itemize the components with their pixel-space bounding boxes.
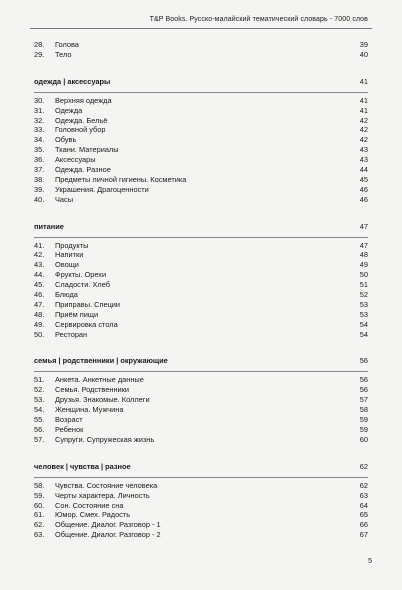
entry-number: 31. xyxy=(34,105,45,115)
toc-entry xyxy=(34,330,368,340)
entry-title: Одежда. Разное xyxy=(55,165,111,175)
entry-page: 59 xyxy=(359,424,368,434)
toc-entry xyxy=(34,320,368,330)
entry-title: Юмор. Смех. Радость xyxy=(55,510,131,520)
entry-number: 53. xyxy=(34,395,45,405)
entry-number: 44. xyxy=(34,270,45,280)
toc-entry xyxy=(34,185,368,195)
entry-number: 49. xyxy=(34,319,45,329)
toc-entry xyxy=(34,145,368,155)
entry-number: 28. xyxy=(34,40,45,49)
toc-section xyxy=(34,77,368,205)
entry-number: 55. xyxy=(34,415,45,425)
entry-page: 66 xyxy=(359,520,368,530)
entry-number: 30. xyxy=(34,95,45,105)
entry-title: Ткани. Материалы xyxy=(55,145,119,155)
toc-top-entries xyxy=(34,40,368,60)
section-divider xyxy=(34,371,368,372)
entry-page: 42 xyxy=(359,115,368,125)
section-divider xyxy=(34,237,368,238)
entry-page: 45 xyxy=(359,174,368,184)
entry-page: 46 xyxy=(359,184,368,194)
entry-number: 54. xyxy=(34,405,45,415)
entry-number: 57. xyxy=(34,434,45,444)
entry-number: 60. xyxy=(34,500,45,510)
entry-title: Семья. Родственники xyxy=(55,385,130,395)
entry-title: Головной убор xyxy=(55,125,106,135)
section-divider xyxy=(34,92,368,93)
entry-number: 40. xyxy=(34,194,45,204)
section-divider xyxy=(34,477,368,478)
toc-entry xyxy=(34,290,368,300)
toc-section xyxy=(34,222,368,340)
section-title: одежда | аксессуары xyxy=(34,76,111,86)
entry-number: 58. xyxy=(34,480,45,490)
toc-entry xyxy=(34,491,368,501)
toc-entry xyxy=(34,435,368,445)
toc-entry xyxy=(34,155,368,165)
entry-number: 52. xyxy=(34,385,45,395)
entry-page: 62 xyxy=(359,480,368,490)
entry-page: 41 xyxy=(359,95,368,105)
entry-number: 50. xyxy=(34,329,45,339)
entry-title: Одежда xyxy=(55,105,83,115)
entry-page: 52 xyxy=(359,290,368,300)
toc-entry xyxy=(34,520,368,530)
entry-page: 63 xyxy=(359,490,368,500)
toc-entry xyxy=(34,300,368,310)
entry-title: Общение. Диалог. Разговор - 1 xyxy=(55,520,161,530)
section-page: 62 xyxy=(359,461,368,471)
toc-entry xyxy=(34,415,368,425)
entry-number: 56. xyxy=(34,424,45,434)
entry-title: Сладости. Хлеб xyxy=(55,280,111,290)
entry-number: 46. xyxy=(34,290,45,300)
toc-entry xyxy=(34,96,368,106)
entry-page: 42 xyxy=(359,125,368,135)
section-heading xyxy=(34,222,368,232)
entry-number: 61. xyxy=(34,510,45,520)
entry-number: 51. xyxy=(34,375,45,385)
entry-title: Часы xyxy=(55,194,74,204)
toc-sections xyxy=(34,77,368,540)
entry-title: Обувь xyxy=(55,135,77,145)
toc-entry xyxy=(34,501,368,511)
entry-title: Чувства. Состояние человека xyxy=(55,480,158,490)
entry-number: 48. xyxy=(34,309,45,319)
section-heading xyxy=(34,77,368,87)
toc-section xyxy=(34,356,368,444)
entry-page: 53 xyxy=(359,309,368,319)
entry-title: Супруги. Супружеская жизнь xyxy=(55,434,155,444)
entry-page: 57 xyxy=(359,395,368,405)
entry-title: Сервировка стола xyxy=(55,319,118,329)
entry-page: 59 xyxy=(359,415,368,425)
toc-entry xyxy=(34,50,368,60)
toc-entry xyxy=(34,116,368,126)
entry-page: 54 xyxy=(359,319,368,329)
section-heading xyxy=(34,462,368,472)
toc-entry xyxy=(34,260,368,270)
toc-entry xyxy=(34,250,368,260)
entry-number: 37. xyxy=(34,165,45,175)
entry-title: Общение. Диалог. Разговор - 2 xyxy=(55,530,161,540)
entry-number: 47. xyxy=(34,299,45,309)
entry-page: 58 xyxy=(359,405,368,415)
entry-title: Женщина. Мужчина xyxy=(55,405,124,415)
entry-page: 46 xyxy=(359,194,368,204)
entry-page: 50 xyxy=(359,270,368,280)
entry-number: 43. xyxy=(34,260,45,270)
entry-page: 60 xyxy=(359,434,368,444)
entry-page: 47 xyxy=(359,240,368,250)
entry-number: 29. xyxy=(34,49,45,59)
entry-page: 56 xyxy=(359,385,368,395)
entry-number: 59. xyxy=(34,490,45,500)
toc-entry xyxy=(34,280,368,290)
entry-page: 53 xyxy=(359,299,368,309)
header-divider xyxy=(30,28,372,29)
toc-entry xyxy=(34,106,368,116)
entry-number: 32. xyxy=(34,115,45,125)
section-page: 56 xyxy=(359,356,368,366)
toc-entry xyxy=(34,395,368,405)
toc-entry xyxy=(34,310,368,320)
toc-entry xyxy=(34,405,368,415)
entry-number: 41. xyxy=(34,240,45,250)
entry-number: 38. xyxy=(34,174,45,184)
entry-page: 56 xyxy=(359,375,368,385)
section-page: 47 xyxy=(359,221,368,231)
entry-page: 41 xyxy=(359,105,368,115)
entry-page: 43 xyxy=(359,145,368,155)
toc-entry xyxy=(34,241,368,251)
entry-page: 65 xyxy=(359,510,368,520)
entry-number: 63. xyxy=(34,530,45,540)
entry-page: 42 xyxy=(359,135,368,145)
entry-number: 42. xyxy=(34,250,45,260)
entry-page: 67 xyxy=(359,530,368,540)
entry-page: 49 xyxy=(359,260,368,270)
toc-entry xyxy=(34,270,368,280)
toc-entry xyxy=(34,40,368,50)
entry-page: 44 xyxy=(359,165,368,175)
toc-entry xyxy=(34,375,368,385)
toc-entry xyxy=(34,195,368,205)
entry-title: Одежда. Бельё xyxy=(55,115,108,125)
entry-number: 34. xyxy=(34,135,45,145)
table-of-contents xyxy=(34,40,368,540)
section-heading xyxy=(34,356,368,366)
section-page: 41 xyxy=(359,76,368,86)
entry-page: 39 xyxy=(359,40,368,49)
running-header: T&P Books. Русско-малайский тематический словарь - 7000 слов xyxy=(149,16,368,23)
toc-section xyxy=(34,462,368,540)
entry-title: Фрукты. Орехи xyxy=(55,270,107,280)
entry-title: Ресторан xyxy=(55,329,88,339)
toc-entry xyxy=(34,125,368,135)
section-title: питание xyxy=(34,221,64,231)
toc-entry xyxy=(34,165,368,175)
entry-title: Блюда xyxy=(55,290,78,300)
entry-title: Приправы. Специи xyxy=(55,299,121,309)
entry-page: 48 xyxy=(359,250,368,260)
entry-number: 35. xyxy=(34,145,45,155)
section-title: человек | чувства | разное xyxy=(34,461,131,471)
entry-title: Сон. Состояние сна xyxy=(55,500,124,510)
entry-title: Тело xyxy=(55,49,72,59)
entry-title: Возраст xyxy=(55,415,83,425)
entry-number: 36. xyxy=(34,155,45,165)
entry-title: Ребенок xyxy=(55,424,84,434)
toc-entry xyxy=(34,175,368,185)
entry-page: 51 xyxy=(359,280,368,290)
entry-title: Голова xyxy=(55,40,79,49)
entry-title: Черты характера. Личность xyxy=(55,490,150,500)
entry-title: Украшения. Драгоценности xyxy=(55,184,149,194)
section-title: семья | родственники | окружающие xyxy=(34,356,168,366)
entry-title: Продукты xyxy=(55,240,89,250)
entry-page: 54 xyxy=(359,329,368,339)
entry-title: Друзья. Знакомые. Коллеги xyxy=(55,395,150,405)
page-number: 5 xyxy=(368,558,372,565)
entry-number: 33. xyxy=(34,125,45,135)
entry-number: 45. xyxy=(34,280,45,290)
entry-title: Аксессуары xyxy=(55,155,96,165)
entry-title: Напитки xyxy=(55,250,84,260)
toc-entry xyxy=(34,135,368,145)
entry-title: Анкета. Анкетные данные xyxy=(55,375,144,385)
entry-page: 64 xyxy=(359,500,368,510)
toc-entry xyxy=(34,425,368,435)
entry-title: Овощи xyxy=(55,260,79,270)
entry-page: 43 xyxy=(359,155,368,165)
toc-entry xyxy=(34,481,368,491)
toc-entry xyxy=(34,385,368,395)
toc-entry xyxy=(34,530,368,540)
entry-page: 40 xyxy=(359,49,368,59)
entry-title: Верхняя одежда xyxy=(55,95,112,105)
entry-number: 62. xyxy=(34,520,45,530)
toc-entry xyxy=(34,510,368,520)
entry-number: 39. xyxy=(34,184,45,194)
entry-title: Приём пищи xyxy=(55,309,99,319)
entry-title: Предметы личной гигиены. Косметика xyxy=(55,174,187,184)
